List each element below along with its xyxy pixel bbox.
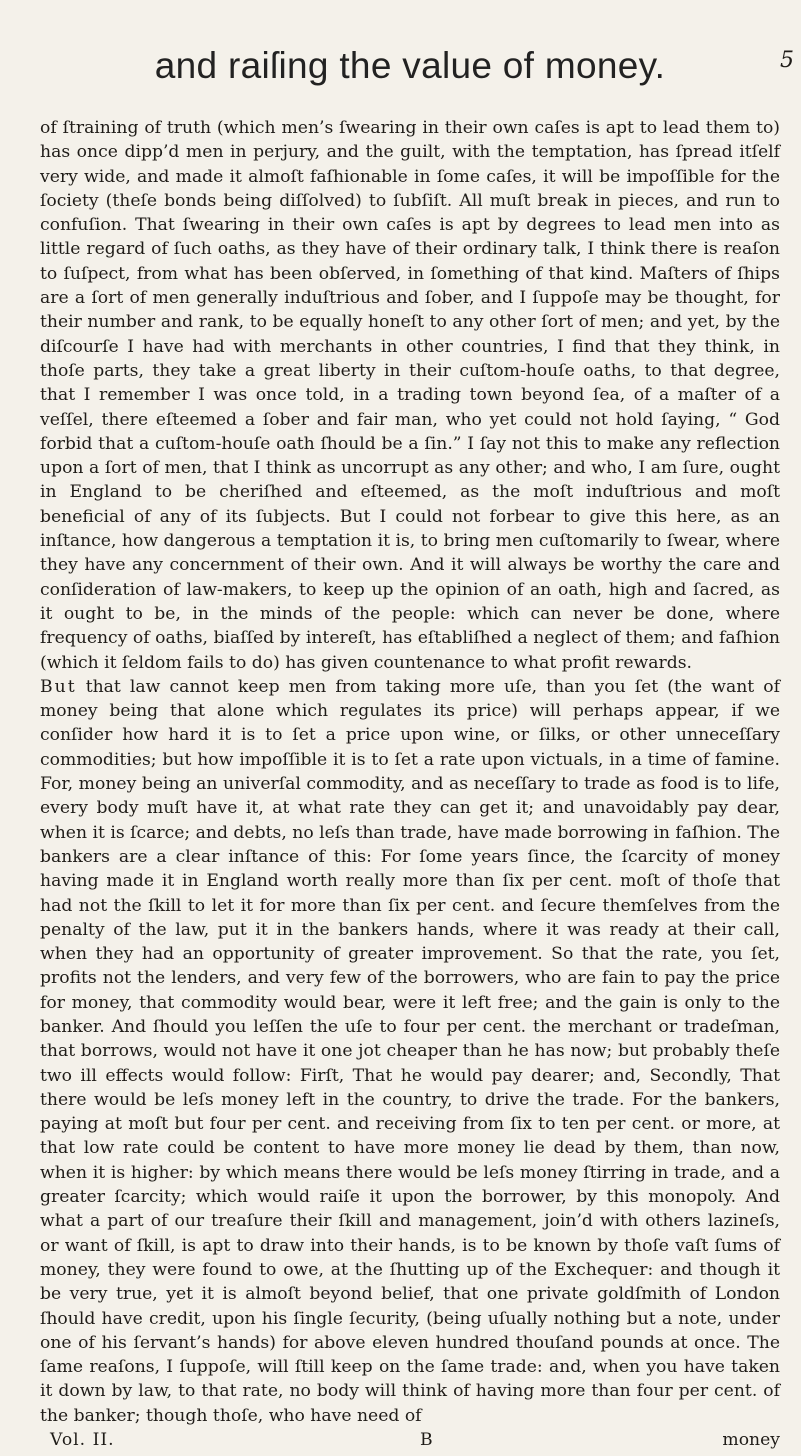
paragraph (40, 675, 780, 1428)
catchword: money (722, 1430, 780, 1451)
paragraph-lead-word: But (40, 676, 77, 697)
volume-label: Vol. II. (50, 1430, 115, 1451)
book-page (40, 40, 794, 1451)
signature-mark: B (420, 1430, 433, 1451)
page-number: 5 (780, 48, 794, 73)
body-text (40, 116, 780, 1428)
paragraph-text: that law cannot keep men from taking more uſe, than you ſet (the want of money being that alone which regulates its price) will perhaps appear, if we conſider how hard it is to ſet a price upon wine, or ſilks, or other unneceſſary commodities; but how impoſſible it is to ſet a rate upon victuals, in a time of famine. For, money being an univerſal commodity, and as neceſſary to trade as food is to life, every body muſt have it, at what rate they can get it; and unavoidably pay dear, when it is ſcarce; and debts, no leſs than trade, have made borrowing in faſhion. The bankers are a clear inſtance of this: For ſome years ſince, the ſcarcity of money having made it in England worth really more than ſix per cent. moſt of thoſe that had not the ſkill to let it for more than ſix per cent. and ſecure themſelves from the penalty of the law, put it in the bankers hands, where it was ready at their call, when they had an opportunity of greater improvement. So that the rate, you ſet, profits not the lenders, and very few of the borrowers, who are fain to pay the price for money, that commodity would bear, were it left free; and the gain is only to the banker. And ſhould you leſſen the uſe to four per cent. the merchant or tradeſman, that borrows, would not have it one jot cheaper than he has now; but probably theſe two ill effects would follow: Firſt, That he would pay dearer; and, Secondly, That there would be leſs money left in the country, to drive the trade. For the bankers, paying at moſt but four per cent. and receiving from ſix to ten per cent. or more, at that low rate could be content to have more money lie dead by them, than now, when it is higher: by which means there would be leſs money ſtirring in trade, and a greater ſcarcity; which would raiſe it upon the borrower, by this monopoly. And what a part of our treaſure their ſkill and management, join’d with others lazineſs, or want of ſkill, is apt to draw into their hands, is to be known by thoſe vaſt ſums of money, they were found to owe, at the ſhutting up of the Exchequer: and though it be very true, yet it is almoſt beyond belief, that one private goldſmith of London ſhould have credit, upon his ſingle ſecurity, (being uſually nothing but a note, under one of his ſervant’s hands) for above eleven hundred thouſand pounds at once. The ſame reaſons, I ſuppoſe, will ſtill keep on the ſame trade: and, when you have taken it down by law, to that rate, no body will think of having more than four per cent. of the banker; though thoſe, who have need of (40, 676, 781, 1426)
running-head (40, 40, 794, 92)
page-footer (40, 1430, 780, 1456)
running-title: and raiſing the value of money. (154, 45, 666, 86)
paragraph: of ſtraining of truth (which men’s ſwearing in their own caſes is apt to lead them to) has once dipp’d men in perjury, and the guilt, with the temptation, has ſpread itſelf very wide, and made it almoſt faſhionable in ſome caſes, it will be impoſſible for the ſociety (theſe bonds being diſſolved) to ſubſiſt. All muſt break in pieces, and run to confuſion. That ſwearing in their own caſes is apt by degrees to lead men into as little regard of ſuch oaths, as they have of their ordinary talk, I think there is reaſon to ſuſpect, from what has been obſerved, in ſomething of that kind. Maſters of ſhips are a ſort of men generally induſtrious and ſober, and I ſuppoſe may be thought, for their number and rank, to be equally honeſt to any other ſort of men; and yet, by the diſcourſe I have had with merchants in other countries, I find that they think, in thoſe parts, they take a great liberty in their cuſtom-houſe oaths, to that degree, that I remember I was once told, in a trading town beyond ſea, of a maſter of a veſſel, there eſteemed a ſober and fair man, who yet could not hold ſaying, “ God forbid that a cuſtom-houſe oath ſhould be a ſin.” I ſay not this to make any reflection upon a ſort of men, that I think as uncorrupt as any other; and who, I am ſure, ought in England to be cheriſhed and eſteemed, as the moſt induſtrious and moſt beneficial of any of its ſubjects. But I could not forbear to give this here, as an inſtance, how dangerous a temptation it is, to bring men cuſtomarily to ſwear, where they have any concernment of their own. And it will always be worthy the care and conſideration of law-makers, to keep up the opinion of an oath, high and ſacred, as it ought to be, in the minds of the people: which can never be done, where frequency of oaths, biaſſed by intereſt, has eſtabliſhed a neglect of them; and faſhion (which it ſeldom fails to do) has given countenance to what profit rewards. (40, 118, 780, 673)
